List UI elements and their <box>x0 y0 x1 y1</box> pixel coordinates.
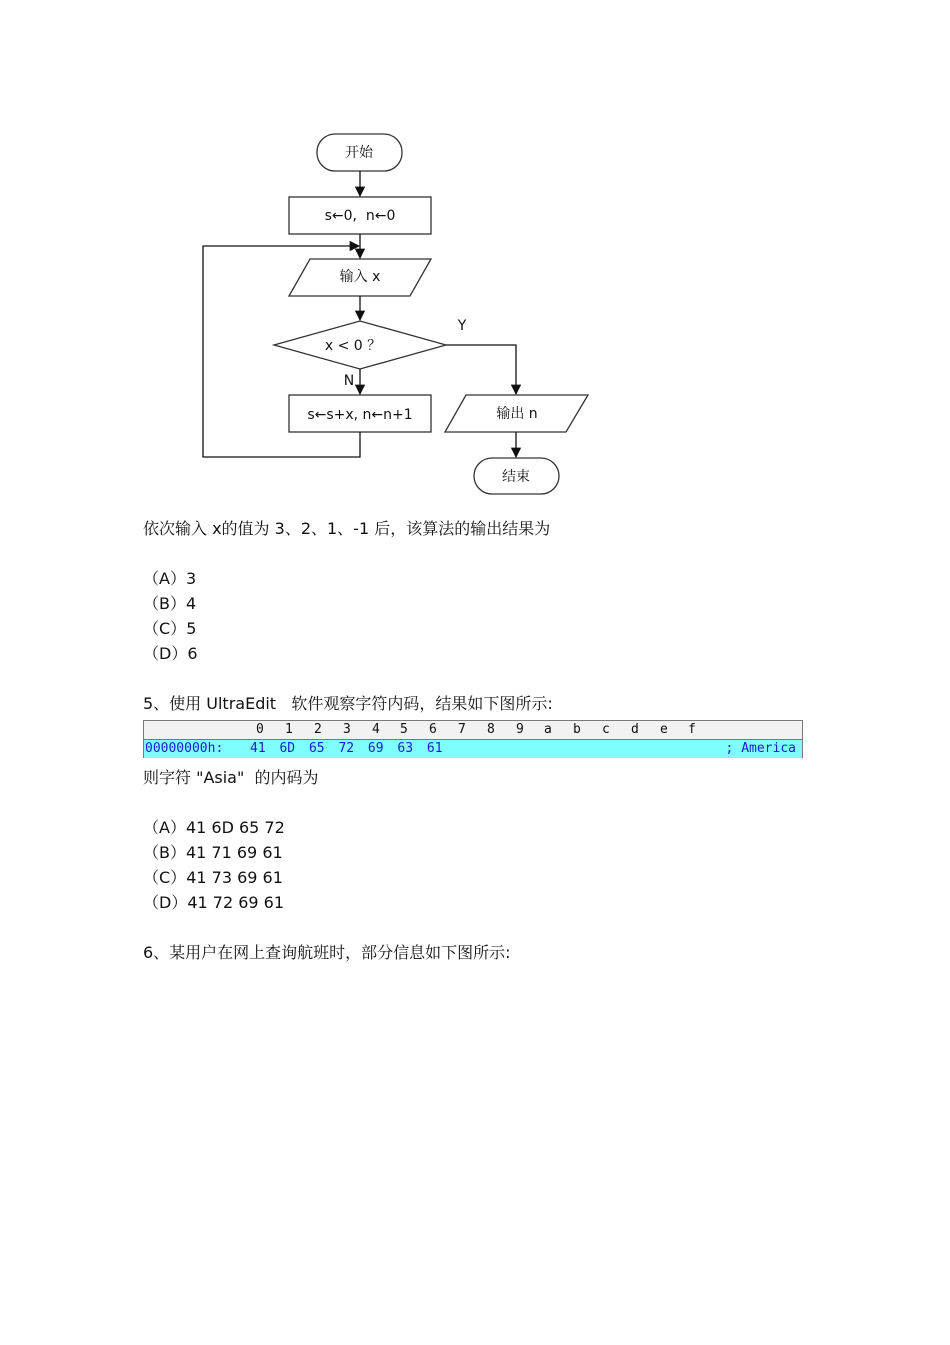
hex-col: 7 <box>458 722 466 737</box>
q4-option-d <box>143 644 198 664</box>
option-text: 41 71 69 61 <box>185 843 283 862</box>
input-label: 输入 x <box>339 269 381 285</box>
hex-header-row <box>144 721 802 740</box>
hex-col: 9 <box>516 722 524 737</box>
q5-option-b <box>143 843 283 863</box>
option-text: 3 <box>185 569 197 588</box>
hex-col: b <box>573 722 581 737</box>
option-text: 41 72 69 61 <box>187 893 285 912</box>
option-text: 41 6D 65 72 <box>185 818 285 837</box>
process-label: s←s+x, n←n+1 <box>307 407 413 423</box>
q4-option-b <box>143 594 196 614</box>
option-label: （D） <box>143 893 188 912</box>
hex-col: 1 <box>285 722 293 737</box>
hex-col: 0 <box>256 722 264 737</box>
q4-stem: 依次输入 x的值为 3、2、1、-1 后，该算法的输出结果为 <box>143 519 551 538</box>
q5-option-d <box>143 893 284 913</box>
hex-col: 8 <box>487 722 495 737</box>
hex-ascii: ; America <box>725 741 796 756</box>
arrow-decision-output <box>446 345 516 394</box>
output-label: 输出 n <box>496 406 538 422</box>
q5-option-a <box>143 818 285 838</box>
option-label: （B） <box>143 594 186 613</box>
hex-col: d <box>631 722 639 737</box>
hex-col: e <box>660 722 668 737</box>
end-label: 结束 <box>502 469 530 485</box>
q6-stem: 6、某用户在网上查询航班时，部分信息如下图所示: <box>143 943 511 962</box>
hex-col: f <box>688 722 696 737</box>
option-label: （D） <box>143 644 188 663</box>
hex-col: 4 <box>372 722 380 737</box>
hex-bytes: 41 6D 65 72 69 63 61 <box>250 741 443 756</box>
flowchart <box>0 0 950 500</box>
option-text: 4 <box>185 594 197 613</box>
option-text: 41 73 69 61 <box>186 868 283 887</box>
option-label: （B） <box>143 843 186 862</box>
hex-col: 6 <box>429 722 437 737</box>
hex-col: 2 <box>314 722 322 737</box>
hex-col: 3 <box>343 722 351 737</box>
hex-address: 00000000h: <box>145 741 224 756</box>
hex-editor-view <box>143 720 803 758</box>
option-text: 5 <box>186 619 197 638</box>
start-label: 开始 <box>345 145 373 161</box>
condition-label: x < 0 ？ <box>324 338 382 354</box>
q5-stem: 5、使用 UltraEdit 软件观察字符内码，结果如下图所示: <box>143 694 553 713</box>
init-label: s←0, n←0 <box>324 208 396 224</box>
option-label: （A） <box>143 818 186 837</box>
option-label: （A） <box>143 569 186 588</box>
q5-follow: 则字符 "Asia" 的内码为 <box>143 768 319 787</box>
hex-col: c <box>602 722 610 737</box>
q5-option-c <box>143 868 283 888</box>
yes-label: Y <box>457 318 467 334</box>
no-label: N <box>343 373 355 389</box>
hex-data-row <box>144 740 802 758</box>
hex-col: 5 <box>400 722 408 737</box>
q4-option-a <box>143 569 196 589</box>
option-label: （C） <box>143 868 187 887</box>
option-label: （C） <box>143 619 187 638</box>
option-text: 6 <box>187 644 198 663</box>
q4-option-c <box>143 619 196 639</box>
hex-col: a <box>544 722 552 737</box>
